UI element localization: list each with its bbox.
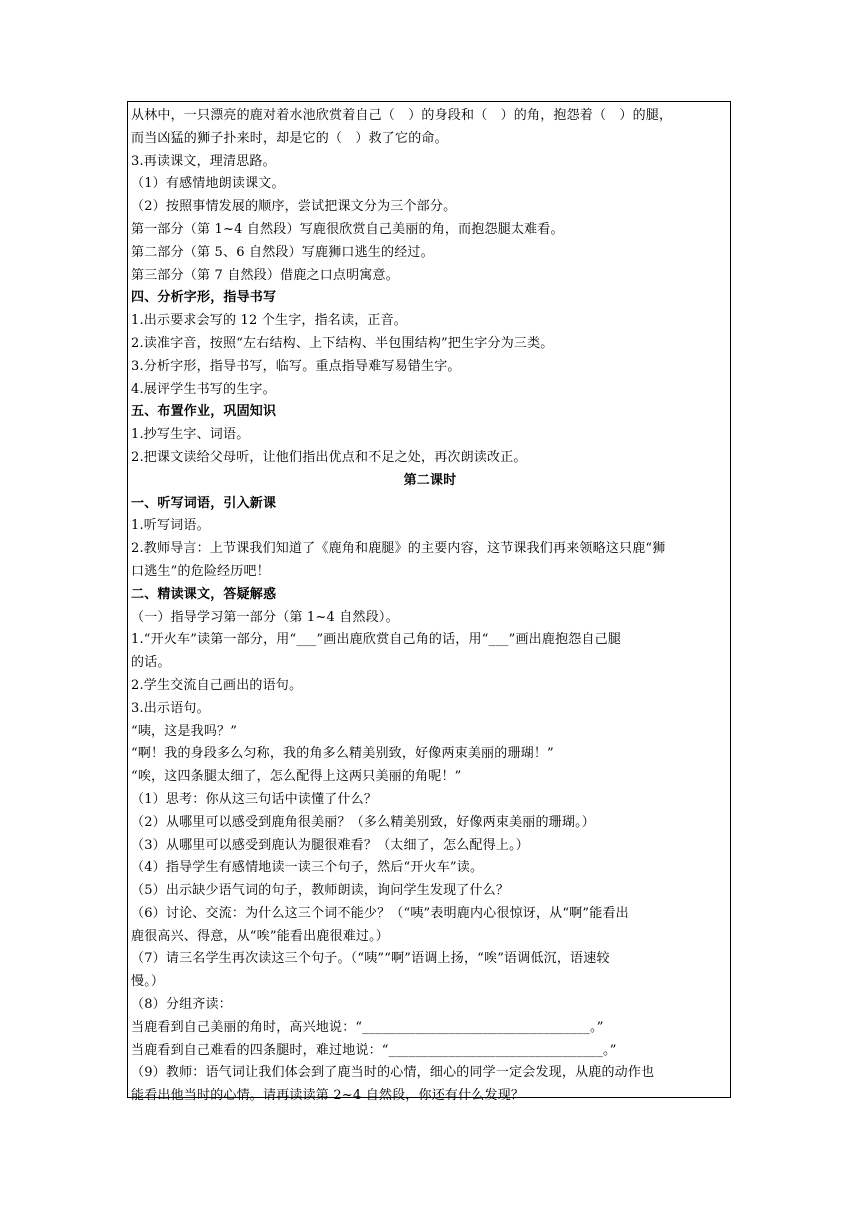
text-line: 1.抄写生字、词语。	[131, 427, 250, 443]
text-line: （4）指导学生有感情地读一读三个句子，然后“开火车”读。	[131, 860, 484, 876]
text-line: 鹿很高兴、得意，从“唉”能看出鹿很难过。）	[131, 928, 389, 944]
text-line: （一）指导学习第一部分（第 1~4 自然段）。	[131, 609, 399, 625]
text-line: （2）按照事情发展的顺序，尝试把课文分为三个部分。	[131, 199, 457, 215]
text-line: 第三部分（第 7 自然段）借鹿之口点明寓意。	[131, 267, 399, 283]
section-heading: 二、精读课文，答疑解惑	[131, 586, 277, 602]
text-line: （5）出示缺少语气词的句子，教师朗读，询问学生发现了什么？	[131, 883, 510, 899]
text-line: 1.出示要求会写的 12 个生字，指名读，正音。	[131, 313, 408, 329]
text-line: 1.“开火车”读第一部分，用“___”画出鹿欣赏自己角的话，用“___”画出鹿抱怨自己腿	[131, 632, 622, 648]
text-line: 口逃生”的危险经历吧！	[131, 563, 270, 579]
fill-in-line: 当鹿看到自己难看的四条腿时，难过地说：“________________________________。”	[131, 1042, 617, 1058]
quote-line: “咦，这是我吗？”	[131, 723, 238, 739]
lesson-content	[131, 105, 729, 1108]
text-line: 2.学生交流自己画出的语句。	[131, 677, 303, 693]
text-line: （3）从哪里可以感受到鹿认为腿很难看？（太细了，怎么配得上。）	[131, 837, 529, 853]
text-line: 而当凶猛的狮子扑来时，却是它的（ ）救了它的命。	[131, 130, 448, 146]
text-line: （8）分组齐读：	[131, 997, 232, 1013]
text-line: 3.出示语句。	[131, 700, 210, 716]
text-line: （1）有感情地朗读课文。	[131, 176, 285, 192]
text-line: （2）从哪里可以感受到鹿角很美丽？（多么精美别致，好像两束美丽的珊瑚。）	[131, 814, 595, 830]
quote-line: “啊！我的身段多么匀称，我的角多么精美别致，好像两束美丽的珊瑚！”	[131, 746, 554, 762]
section-heading: 一、听写词语，引入新课	[131, 495, 277, 511]
fill-in-line: 当鹿看到自己美丽的角时，高兴地说：“__________________________________。”	[131, 1019, 604, 1035]
text-line: （9）教师：语气词让我们体会到了鹿当时的心情，细心的同学一定会发现，从鹿的动作也	[131, 1065, 655, 1081]
text-line: （1）思考：你从这三句话中读懂了什么？	[131, 791, 378, 807]
section-heading: 五、布置作业，巩固知识	[131, 404, 277, 420]
text-line: 能看出他当时的心情。请再读读第 2~4 自然段，你还有什么发现？	[131, 1088, 525, 1104]
section-heading: 四、分析字形，指导书写	[131, 290, 277, 306]
text-line: 4.展评学生书写的生字。	[131, 381, 276, 397]
text-line: 慢。）	[131, 974, 165, 990]
text-line: （7）请三名学生再次读这三个句子。（“咦”“啊”语调上扬，“唉”语调低沉，语速较	[131, 951, 610, 967]
text-line: 1.听写词语。	[131, 518, 210, 534]
text-line: （6）讨论、交流：为什么这三个词不能少？（“咦”表明鹿内心很惊讶，从“啊”能看出	[131, 905, 629, 921]
quote-line: “唉，这四条腿太细了，怎么配得上这两只美丽的角呢！”	[131, 769, 462, 785]
text-line: 第一部分（第 1~4 自然段）写鹿很欣赏自己美丽的角，而抱怨腿太难看。	[131, 221, 564, 237]
lesson-period-title: 第二课时	[403, 472, 457, 488]
text-line: 3.分析字形，指导书写，临写。重点指导难写易错生字。	[131, 358, 461, 374]
text-line: 第二部分（第 5、6 自然段）写鹿狮口逃生的经过。	[131, 244, 434, 260]
text-line: 3.再读课文，理清思路。	[131, 153, 276, 169]
text-line: 2.教师导言：上节课我们知道了《鹿角和鹿腿》的主要内容，这节课我们再来领略这只鹿“狮	[131, 541, 666, 557]
text-line: 的话。	[131, 655, 171, 671]
text-line: 从林中，一只漂亮的鹿对着水池欣赏着自己（ ）的身段和（ ）的角，抱怨着（ ）的腿，	[131, 108, 673, 123]
text-line: 2.读准字音，按照“左右结构、上下结构、半包围结构”把生字分为三类。	[131, 335, 554, 351]
text-line: 2.把课文读给父母听，让他们指出优点和不足之处，再次朗读改正。	[131, 449, 527, 465]
